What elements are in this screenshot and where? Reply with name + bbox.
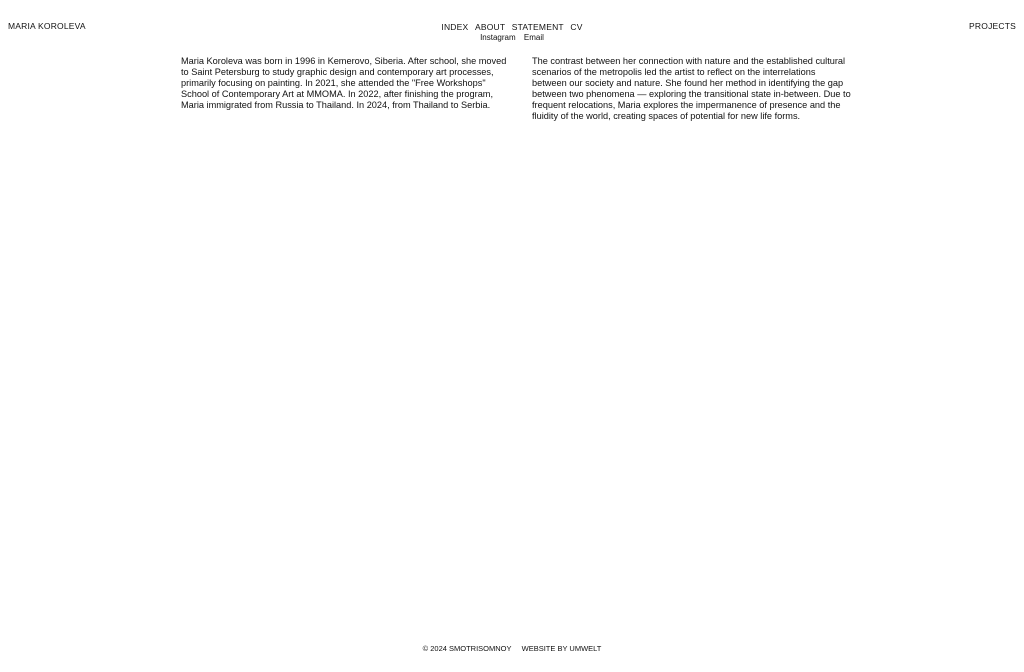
nav-index-link[interactable]: INDEX — [441, 22, 469, 32]
bio-text: Maria Koroleva was born in 1996 in Kemerovo, Siberia. After school, she moved to Saint Petersburg to study graphic design and contemporary art processes, primarily focusing on painting. In 2021, she attended the "Free Workshops" School of Contemporary Art at MMOMA. In 2022, after finishing the program, Maria immigrated from Russia to Thailand. In 2024, from Thailand to Serbia. — [181, 56, 507, 110]
nav-about-link[interactable]: ABOUT — [474, 22, 506, 32]
social-nav — [0, 33, 1024, 42]
main-nav — [0, 22, 1024, 32]
footer — [0, 644, 1024, 653]
nav-statement-link[interactable]: STATEMENT — [511, 22, 564, 32]
projects-link[interactable]: PROJECTS — [969, 21, 1016, 31]
nav-cv-link[interactable]: CV — [570, 22, 583, 32]
instagram-link[interactable]: Instagram — [480, 33, 516, 42]
copyright-text: © 2024 SMOTRISOMNOY — [422, 644, 512, 653]
website-credit-link[interactable]: WEBSITE BY UMWELT — [521, 644, 602, 653]
statement-text: The contrast between her connection with nature and the established cultural scenarios of the metropolis led the artist to reflect on the interrelations between our society and nature. She found her method in identifying the gap between two phenomena — exploring the transitional state in-between. Due to frequent relocations, Maria explores the impermanence of presence and the fluidity of the world, creating spaces of potential for new life forms. — [532, 56, 851, 121]
email-link[interactable]: Email — [523, 33, 544, 42]
site-title-link[interactable]: MARIA KOROLEVA — [8, 21, 86, 31]
